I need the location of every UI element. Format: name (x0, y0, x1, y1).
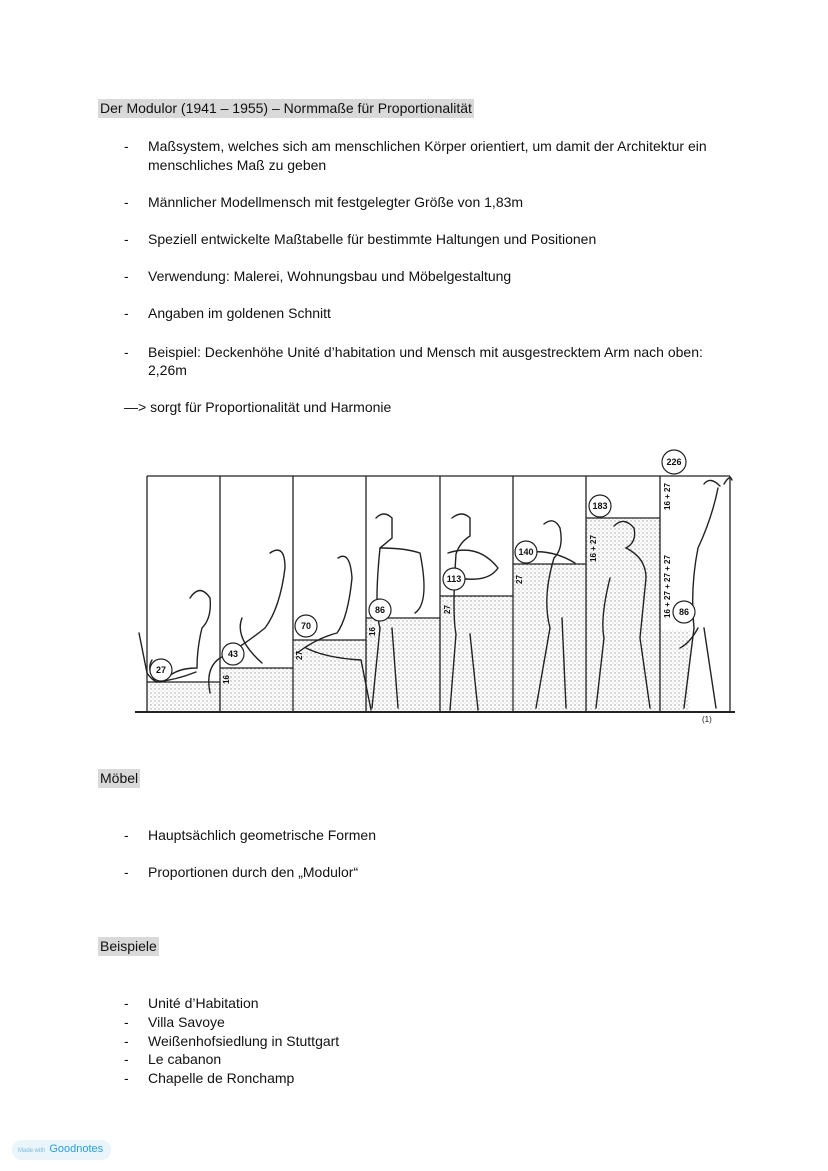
figure-footnote: (1) (702, 715, 712, 724)
side-label: 16 + 27 + 27 + 27 (663, 555, 672, 618)
side-label: 27 (515, 575, 524, 584)
modulor-figure (130, 448, 742, 748)
list-item-text-continued: menschliches Maß zu geben (148, 157, 327, 173)
measure-86: 86 (374, 605, 386, 615)
measure-140: 140 (518, 547, 534, 557)
list-item-text: Männlicher Modellmensch mit festgelegter Größe von 1,83m (148, 194, 524, 210)
list-item-text: Unité d’Habitation (148, 995, 259, 1011)
side-label: 16 + 27 (589, 535, 598, 562)
list-item-text: Speziell entwickelte Maßtabelle für bestimmte Haltungen und Positionen (148, 231, 597, 247)
bullet-dash: - (124, 827, 129, 843)
list-item-text: Beispiel: Deckenhöhe Unité d’habitation und Mensch mit ausgestrecktem Arm nach oben: (148, 344, 703, 360)
bullet-dash: - (124, 1070, 129, 1086)
bullet-dash: - (124, 864, 129, 880)
bullet-dash: - (124, 995, 129, 1011)
bullet-dash: - (124, 138, 129, 154)
side-label: 16 (368, 627, 377, 636)
list-item-text-continued: 2,26m (148, 362, 187, 378)
bullet-dash: - (124, 1051, 129, 1067)
bullet-dash: - (124, 194, 129, 210)
conclusion-text: —> sorgt für Proportionalität und Harmonie (124, 399, 392, 415)
bullet-dash: - (124, 1033, 129, 1049)
list-item-text: Weißenhofsiedlung in Stuttgart (148, 1033, 340, 1049)
side-label: 16 (222, 675, 231, 684)
measure-27: 27 (155, 665, 167, 675)
bullet-dash: - (124, 344, 129, 360)
badge-made-with: Made with (18, 1148, 46, 1154)
list-item-text: Verwendung: Malerei, Wohnungsbau und Möbelgestaltung (148, 268, 512, 284)
list-item-text: Hauptsächlich geometrische Formen (148, 827, 376, 843)
section-heading-modulor: Der Modulor (1941 – 1955) – Normmaße für Proportionalität (100, 100, 472, 116)
measure-70: 70 (300, 621, 312, 631)
measure-226: 226 (666, 457, 682, 467)
bullet-dash: - (124, 268, 129, 284)
section-heading-beispiele: Beispiele (100, 938, 157, 954)
goodnotes-badge[interactable] (12, 1140, 111, 1160)
list-item-text: Le cabanon (148, 1051, 222, 1067)
side-label: 27 (295, 651, 304, 660)
measure-113: 113 (446, 574, 462, 584)
list-item-text: Maßsystem, welches sich am menschlichen Körper orientiert, um damit der Architektur ein (148, 138, 707, 154)
measure-183: 183 (592, 501, 608, 511)
measure-43: 43 (227, 649, 239, 659)
bullet-dash: - (124, 1014, 129, 1030)
list-item-text: Proportionen durch den „Modulor“ (148, 864, 359, 880)
modulor-drawing (130, 448, 742, 748)
side-label: 16 + 27 (663, 483, 672, 510)
side-label: 27 (443, 605, 452, 614)
section-heading-moebel: Möbel (100, 770, 139, 786)
list-item-text: Angaben im goldenen Schnitt (148, 305, 331, 321)
bullet-dash: - (124, 231, 129, 247)
list-item-text: Chapelle de Ronchamp (148, 1070, 295, 1086)
measure-86-right: 86 (678, 607, 690, 617)
badge-brand: Goodnotes (49, 1143, 104, 1155)
bullet-dash: - (124, 305, 129, 321)
list-item-text: Villa Savoye (148, 1014, 225, 1030)
